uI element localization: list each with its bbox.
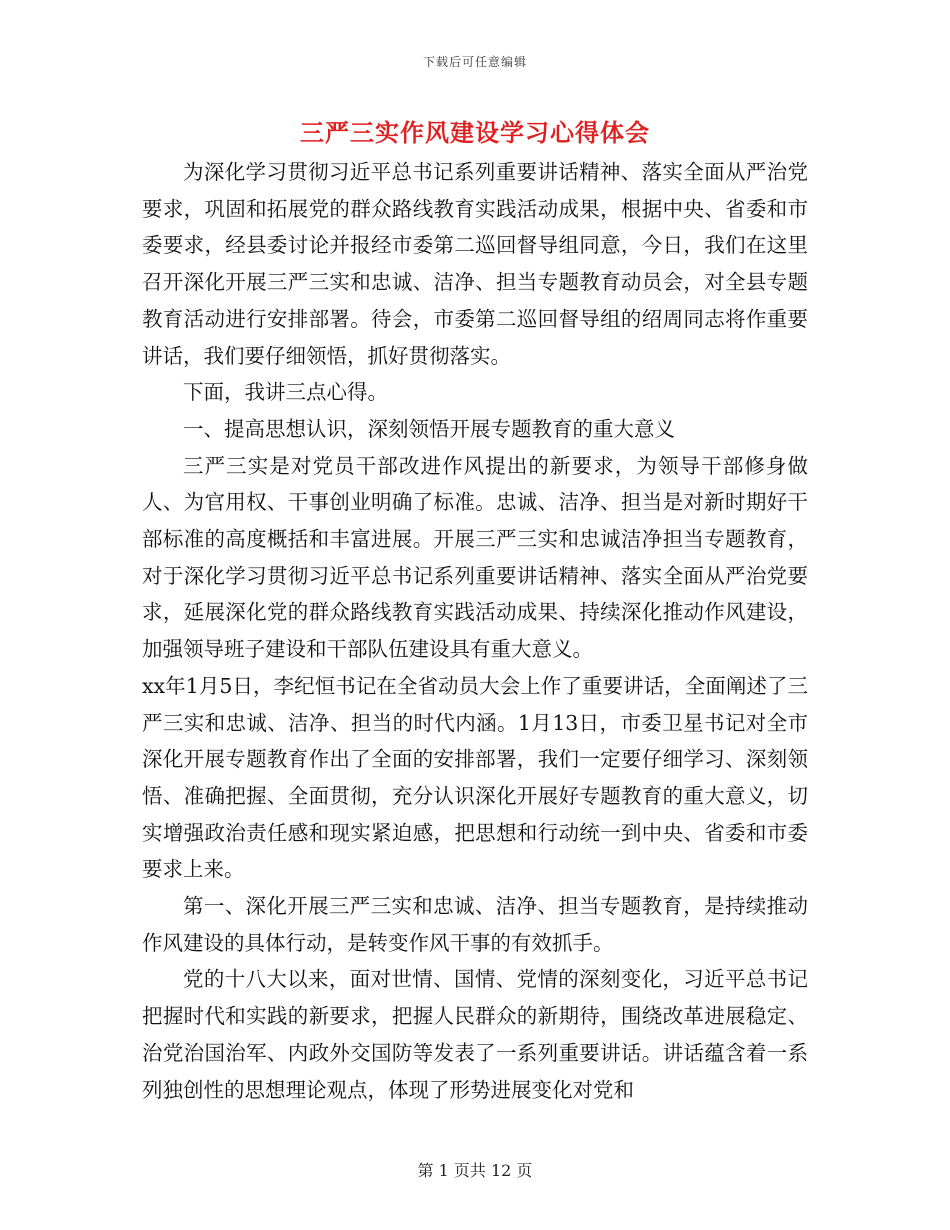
paragraph-point-first: 第一、深化开展三严三实和忠诚、洁净、担当专题教育，是持续推动作风建设的具体行动，是转变作风干事的有效抓手。 xyxy=(142,894,808,955)
document-title: 三严三实作风建设学习心得体会 xyxy=(300,119,650,147)
paragraph-significance: 三严三实是对党员干部改进作风提出的新要求，为领导干部修身做人、为官用权、干事创业明确了标准。忠诚、洁净、担当是对新时期好干部标准的高度概括和丰富进展。开展三严三实和忠诚洁净担当专题教育，对于深化学习贯彻习近平总书记系列重要讲话精神、落实全面从严治党要求，延展深化党的群众路线教育实践活动成果、持续深化推动作风建设，加强领导班子建设和干部队伍建设具有重大意义。 xyxy=(142,453,808,662)
paragraph-transition: 下面，我讲三点心得。 xyxy=(183,380,388,405)
document-body xyxy=(142,154,808,1108)
paragraph-eighteenth-congress: 党的十八大以来，面对世情、国情、党情的深刻变化，习近平总书记把握时代和实践的新要求，把握人民群众的新期待，围绕改革进展稳定、治党治国治军、内政外交国防等发表了一系列重要讲话。讲话蕴含着一系列独创性的思想理论观点，体现了形势进展变化对党和 xyxy=(142,967,808,1102)
page-header-note: 下载后可任意编辑 xyxy=(422,55,527,69)
section-heading-one: 一、提高思想认识，深刻领悟开展专题教育的重大意义 xyxy=(183,416,675,441)
paragraph-speech-dates: xx年1月5日，李纪恒书记在全省动员大会上作了重要讲话，全面阐述了三严三实和忠诚、洁净、担当的时代内涵。1月13日，市委卫星书记对全市深化开展专题教育作出了全面的安排部署，我们一定要仔细学习、深刻领悟、准确把握、全面贯彻，充分认识深化开展好专题教育的重大意义，切实增强政治责任感和现实紧迫感，把思想和行动统一到中央、省委和市委要求上来。 xyxy=(142,673,808,882)
page-number: 第 1 页共 12 页 xyxy=(417,1161,533,1180)
paragraph-intro: 为深化学习贯彻习近平总书记系列重要讲话精神、落实全面从严治党要求，巩固和拓展党的群众路线教育实践活动成果，根据中央、省委和市委要求，经县委讨论并报经市委第二巡回督导组同意，今日，我们在这里召开深化开展三严三实和忠诚、洁净、担当专题教育动员会，对全县专题教育活动进行安排部署。待会，市委第二巡回督导组的绍周同志将作重要讲话，我们要仔细领悟，抓好贯彻落实。 xyxy=(142,160,808,368)
